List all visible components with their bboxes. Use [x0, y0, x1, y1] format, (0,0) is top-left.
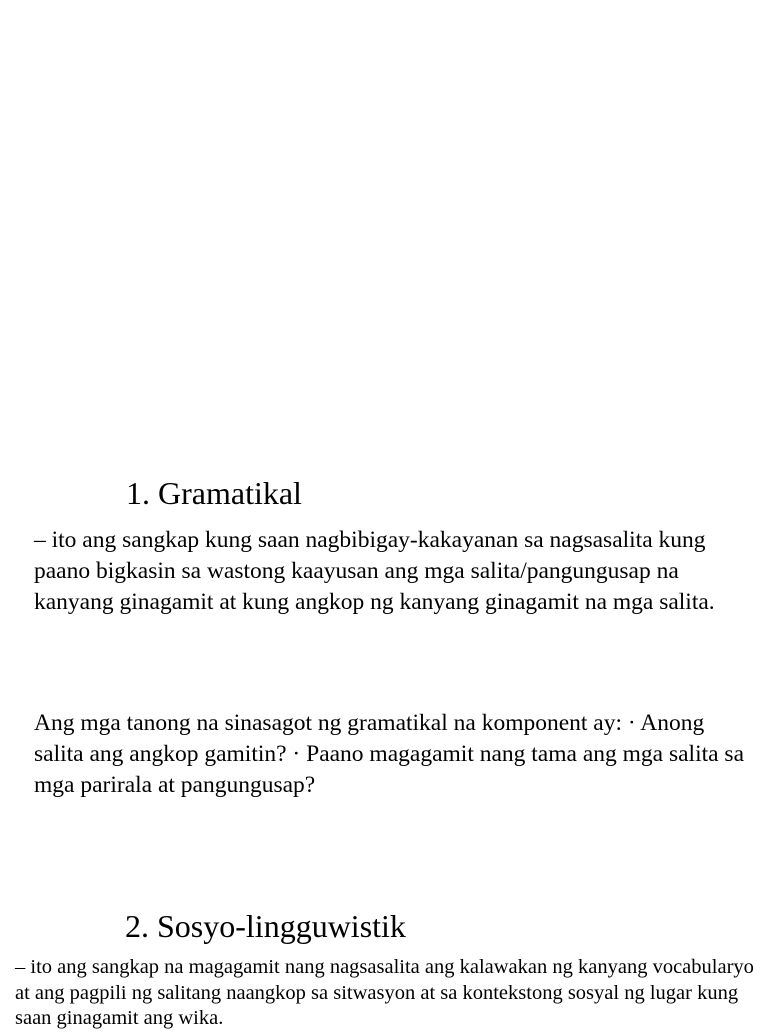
sosyo-lingguwistik-definition-paragraph: – ito ang sangkap na magagamit nang nagsasalita ang kalawakan ng kanyang vocabularyo at ang pagpili ng salitang naangkop sa sitwasyon at sa kontekstong sosyal ng lugar kung saan ginagamit ang wika.	[15, 956, 754, 1029]
gramatikal-definition-paragraph: – ito ang sangkap kung saan nagbibigay-kakayanan sa nagsasalita kung paano bigkasin sa wastong kaayusan ang mga salita/pangungusap na kanyang ginagamit at kung angkop ng kanyang ginagamit na mga salita.	[34, 527, 715, 615]
gramatikal-questions-paragraph: Ang mga tanong na sinasagot ng gramatikal na komponent ay: · Anong salita ang angkop gamitin? · Paano magagamit nang tama ang mga salita sa mga parirala at pangungusap?	[34, 710, 745, 798]
section-heading-gramatikal: 1. Gramatikal	[126, 475, 302, 511]
section-heading-sosyo-lingguwistik: 2. Sosyo-lingguwistik	[125, 908, 406, 944]
